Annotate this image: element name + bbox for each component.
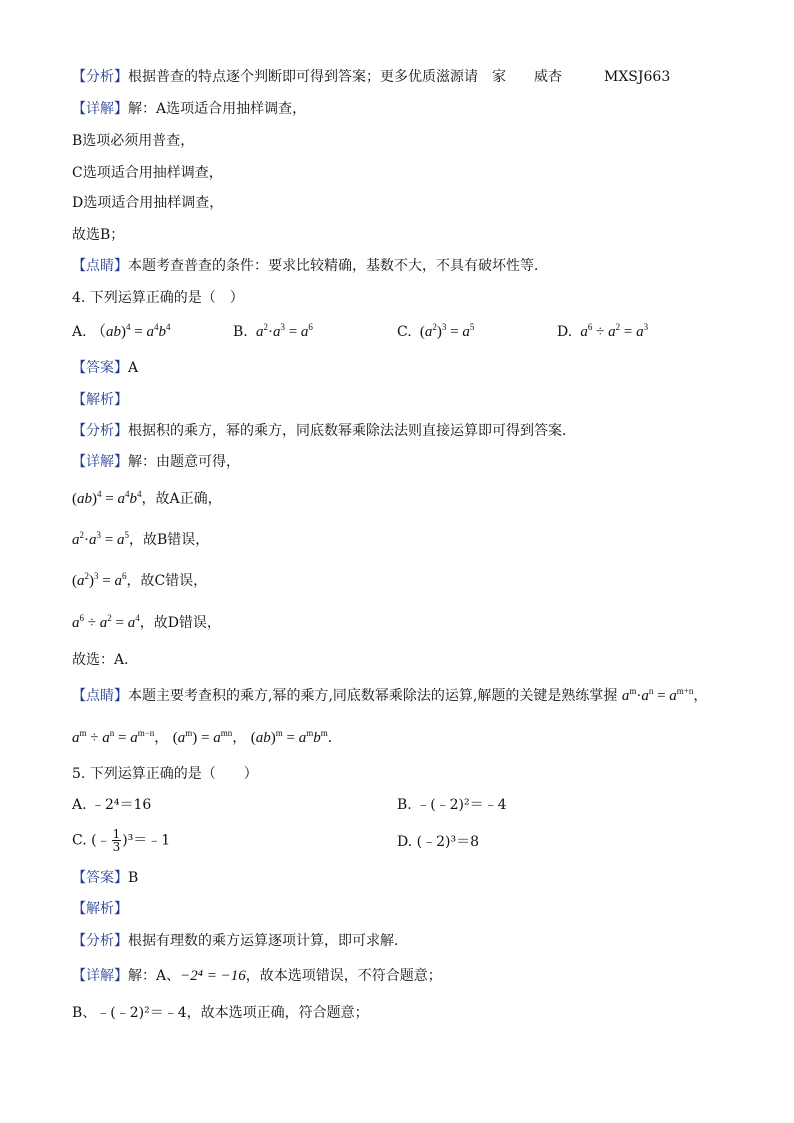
comment-tag: 【点睛】 [72,258,128,274]
q4-option-c-label: C. [397,324,412,340]
q3-detail-text: 解：A选项适合用抽样调查， [128,101,307,117]
q4-choose: 故选：A． [72,652,139,668]
solution-tag: 【解析】 [72,392,128,408]
q5-detail-math: −2⁴ = −16 [180,968,246,984]
detail-tag: 【详解】 [72,101,128,117]
detail-tag: 【详解】 [72,454,128,470]
q4-step-b-math: $a^2\cdot a^3 = a^5$ [72,530,129,548]
analysis-tag: 【分析】 [72,69,128,85]
q5-option-c [72,828,170,853]
q4-step-b [72,531,209,549]
q4-option-b [233,323,313,341]
q5-analysis-line [72,932,408,950]
q4-option-c [397,323,474,341]
q4-option-b-label: B. [233,324,248,340]
q3-comment-text: 本题考查普查的条件：要求比较精确，基数不大，不具有破坏性等． [128,258,548,274]
q5-stem: 5. 下列运算正确的是（ ） [72,766,258,782]
fraction-one-third: $\frac{1}{3}$ [112,827,121,854]
q4-option-a [72,323,171,341]
q3-analysis-text: 根据普查的特点逐个判断即可得到答案；更多优质滋源请 家 威杏 MXSJ663 [128,69,671,85]
comment-tag: 【点睛】 [72,688,128,704]
q3-line-b: B选项必须用普查， [72,133,195,149]
q4-option-d-label: D. [557,324,573,340]
q4-answer: A [128,360,139,376]
q4-step-a-text: ，故A正确， [141,491,222,507]
q4-step-c-text: ，故C错误， [126,573,208,589]
q3-line-d: D选项适合用抽样调查， [72,195,224,211]
answer-tag: 【答案】 [72,360,128,376]
q5-analysis-text: 根据有理数的乘方运算逐项计算，即可求解． [128,933,408,949]
q3-line-c: C选项适合用抽样调查， [72,165,223,181]
solution-tag: 【解析】 [72,901,128,917]
q3-choose: 故选B； [72,227,125,243]
q4-option-d [557,323,648,341]
q4-option-b-math: $a^2\cdot a^3 = a^6$ [252,322,313,340]
q5-detail-line [72,967,442,985]
q4-comment-formula-1: $a^m\cdot a^n = a^{m+n}$ [621,686,694,704]
q4-step-d-math: $a^6 \div a^2 = a^4$ [72,613,140,631]
q4-stem: 4. 下列运算正确的是（ ） [72,290,244,306]
q5-answer-line [72,869,138,887]
q5-answer: B [128,870,139,886]
q5-solution-tag [72,900,128,918]
q4-detail-text: 解：由题意可得， [128,454,240,470]
q4-comment-formula-3: $(a^m) = a^{mn}$ [172,728,233,746]
q4-comment-formula-2: $a^m \div a^n = a^{m-n}$ [72,728,155,746]
q4-step-c-math: $(a^2)^3 = a^6$ [72,571,127,589]
q3-comment-line [72,257,548,275]
q4-solution-tag [72,391,128,409]
q4-option-c-math: $(a^2)^3 = a^5$ [419,322,475,340]
q4-step-a-math: $(ab)^4 = a^4b^4$ [72,489,142,507]
q4-step-b-text: ，故B错误， [128,532,210,548]
answer-tag: 【答案】 [72,870,128,886]
q4-comment-text: 本题主要考查积的乘方,幂的乘方,同底数幂乘除法的运算,解题的关键是熟练掌握 [128,688,618,704]
q4-option-a-math: $(ab)^4 = a^4b^4$ [91,322,171,340]
q3-detail-line [72,100,306,118]
q5-option-c-prefix: C. (﹣ [72,832,111,849]
q4-analysis-line [72,422,576,440]
q5-option-d: D. (﹣2)³＝8 [397,834,479,850]
q4-detail-line [72,453,240,471]
q4-step-a [72,490,222,508]
q5-line-b: B、﹣(﹣2)²＝﹣4，故本选项正确，符合题意； [72,1005,369,1021]
q5-detail-prefix: 解：A、 [128,968,181,984]
q4-comment-formulas: $a^m \div a^n = a^{m-n}$， $(a^m) = a^{mn}$， $(ab)^m = a^mb^m$． [72,728,342,746]
q4-comment-line: 【点睛】本题主要考查积的乘方,幂的乘方,同底数幂乘除法的运算,解题的关键是熟练掌握 $a^m\cdot a^n = a^{m+n}$， [72,686,708,704]
q5-option-c-suffix: )³＝﹣1 [122,832,171,849]
q4-answer-line [72,359,138,377]
analysis-tag: 【分析】 [72,933,128,949]
q4-comment-formula-4: $(ab)^m = a^mb^m$ [250,728,328,746]
q5-option-b: B. ﹣(﹣2)²＝﹣4 [397,797,507,813]
q4-step-c [72,572,207,590]
q5-option-a: A. ﹣2⁴＝16 [72,797,152,813]
q4-analysis-text: 根据积的乘方，幂的乘方，同底数幂乘除法法则直接运算即可得到答案． [128,423,576,439]
q4-option-a-label: A. [72,324,87,340]
analysis-tag: 【分析】 [72,423,128,439]
q3-analysis-line [72,68,670,86]
q5-detail-tail: ，故本选项错误，不符合题意； [245,968,442,984]
q4-option-d-math: $a^6 \div a^2 = a^3$ [576,322,649,340]
detail-tag: 【详解】 [72,968,128,984]
q4-step-d [72,614,221,632]
q4-step-d-text: ，故D错误， [139,615,221,631]
